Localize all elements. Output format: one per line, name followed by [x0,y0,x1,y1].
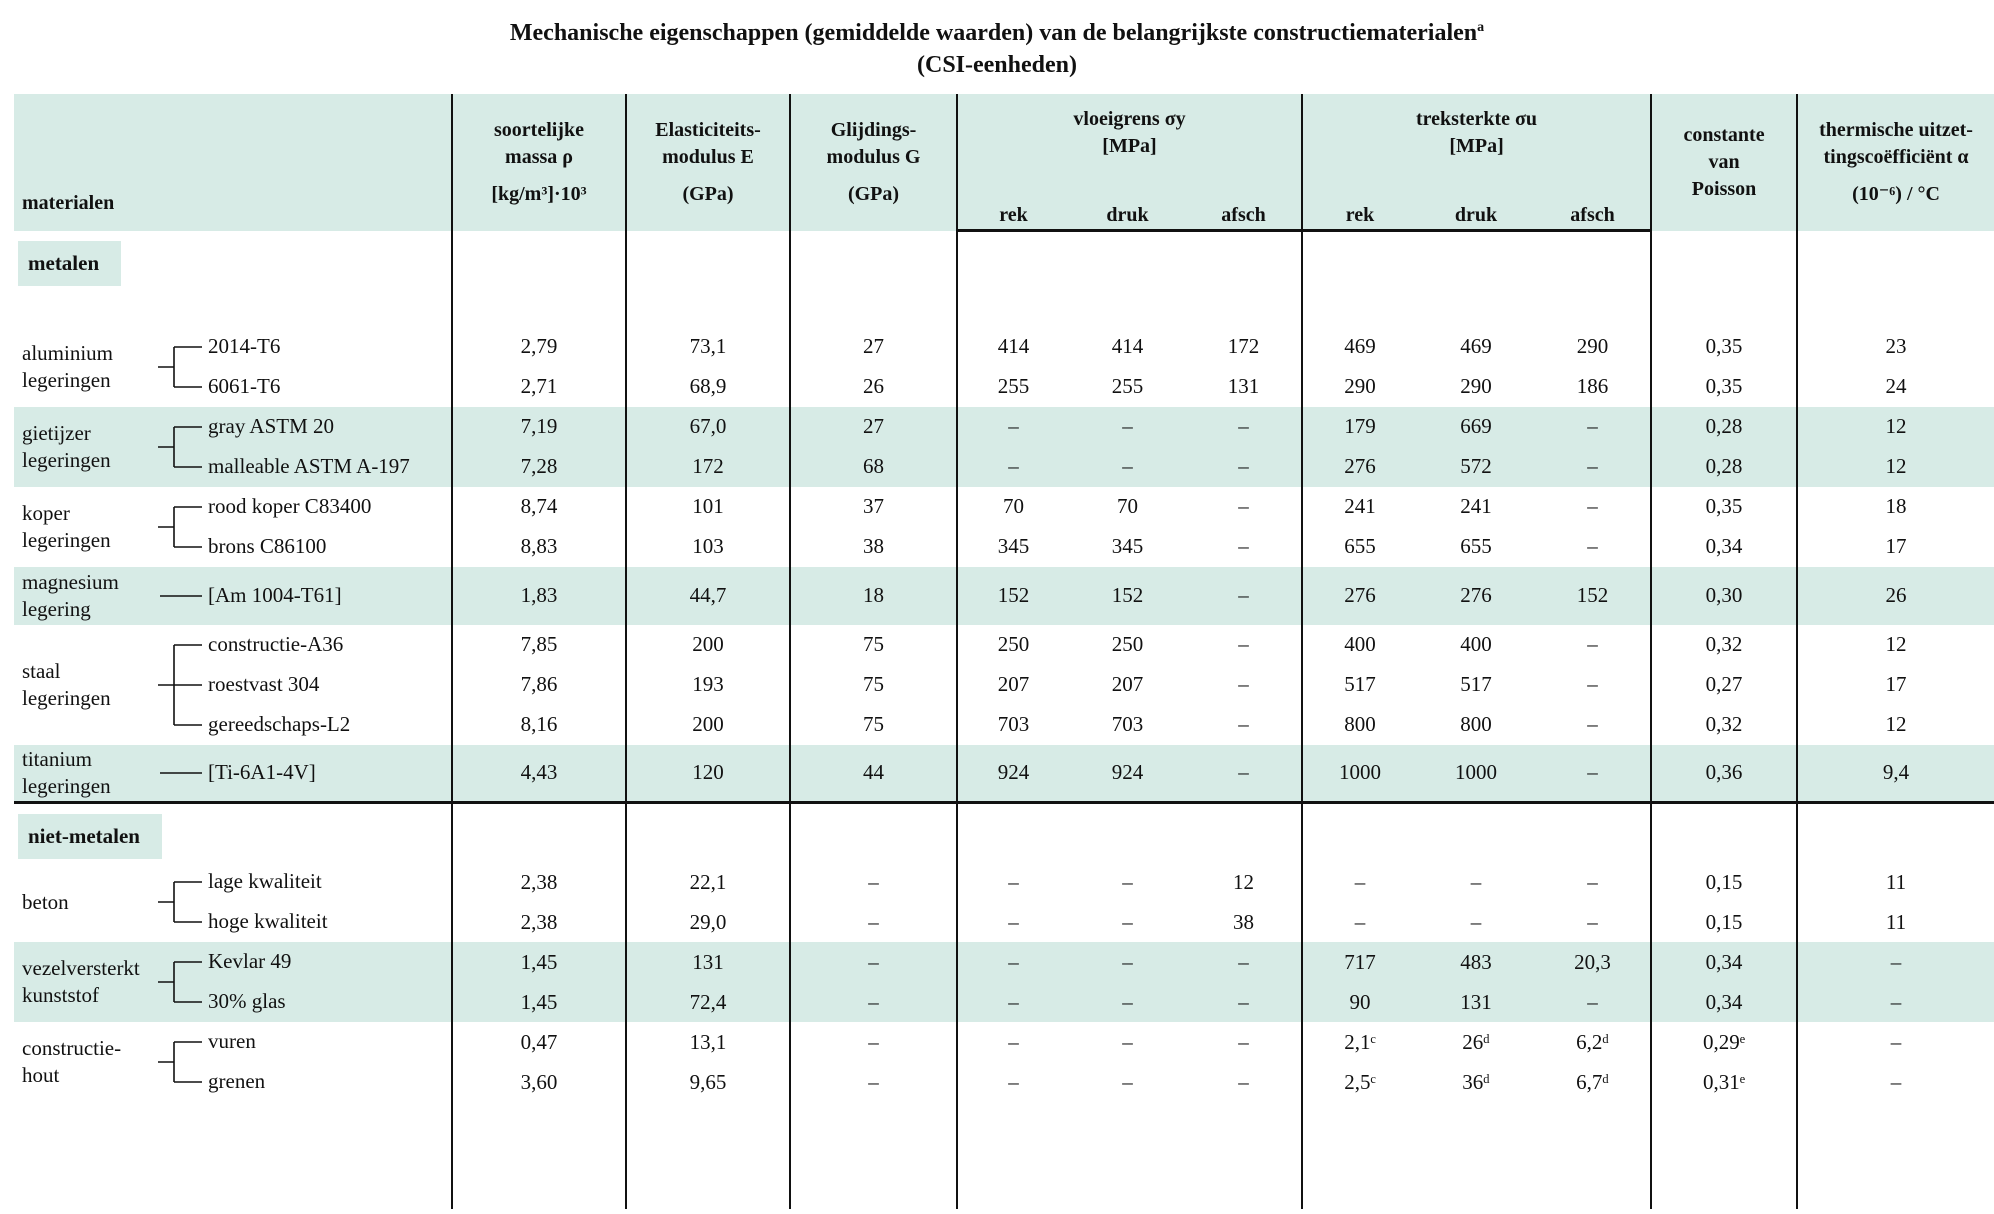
cell-yield-druk: – [1122,1069,1133,1094]
title-line-2: (CSI-eenheden) [917,52,1077,78]
cell-shear-modulus: – [790,982,957,1022]
header-ultimate-afsch: afsch [1535,202,1651,231]
cell-ultimate-afsch: – [1587,632,1598,656]
cell-thermal: 18 [1797,487,1994,527]
cell-yield-afsch: – [1238,534,1249,558]
cell-yield-rek: 703 [957,705,1069,745]
cell-elastic-modulus: 68,9 [626,367,790,407]
cell-ultimate-rek: 400 [1302,625,1417,665]
bracket-connector [150,487,210,567]
cell-ultimate-druk: – [1470,869,1482,894]
title-footnote-mark: a [1477,20,1485,35]
material-name: constructie-A36 [208,631,344,656]
material-name: rood koper C83400 [208,493,372,518]
cell-ultimate-afsch: 6,2ᵈ [1576,1029,1609,1054]
cell-shear-modulus: – [790,1022,957,1062]
cell-yield-afsch: 38 [1233,909,1255,934]
cell-thermal: – [1797,1062,1994,1102]
material-group [14,1022,452,1102]
cell-yield-druk: 703 [1111,712,1144,736]
bracket-connector [150,327,210,407]
cell-elastic-modulus: 120 [626,745,790,803]
table-row [14,567,1994,625]
cell-yield-rek: 250 [957,625,1069,665]
cell-ultimate-afsch: – [1587,712,1598,736]
cell-thermal: 17 [1797,665,1994,705]
cell-yield-afsch: 12 [1233,869,1255,894]
properties-table [14,94,1994,1209]
header-ultimate-rek: rek [1302,202,1417,231]
cell-thermal: 17 [1797,527,1994,567]
cell-density: 3,60 [452,1062,626,1102]
cell-ultimate-druk: 241 [1460,494,1492,518]
cell-poisson: 0,34 [1651,942,1797,982]
cell-ultimate-rek: 90 [1302,982,1417,1022]
cell-shear-modulus: 75 [790,625,957,665]
material-group [14,487,452,567]
cell-ultimate-afsch: 6,7ᵈ [1576,1069,1609,1094]
cell-thermal: 23 [1797,327,1994,367]
cell-density: 7,86 [452,665,626,705]
cell-yield-afsch: – [1186,447,1302,487]
cell-ultimate-afsch: 152 [1535,567,1651,625]
cell-ultimate-druk: 131 [1417,982,1535,1022]
cell-ultimate-druk: 36ᵈ [1462,1069,1490,1094]
cell-yield-druk: 924 [1069,745,1186,803]
cell-yield-rek: 924 [957,745,1069,803]
table-row [14,1022,1994,1062]
cell-elastic-modulus: 9,65 [626,1062,790,1102]
header-thermal-expansion: thermische uitzet- tingscoëfficiënt α (10⁻⁶) / °C [1797,94,1994,231]
cell-thermal: 11 [1797,902,1994,942]
cell-density: 4,43 [452,745,626,803]
cell-elastic-modulus: 73,1 [626,327,790,367]
cell-thermal: 11 [1797,862,1994,902]
cell-shear-modulus: 44 [790,745,957,803]
cell-yield-rek: – [957,1062,1069,1102]
cell-yield-druk: 250 [1111,632,1144,656]
cell-yield-afsch: – [1186,745,1302,803]
cell-yield-druk: – [1069,447,1186,487]
cell-poisson: 0,32 [1651,625,1797,665]
material-group [14,862,452,942]
header-yield-druk: druk [1069,202,1186,231]
material-group-name: koper legeringen [22,500,111,552]
cell-shear-modulus: 75 [790,665,957,705]
cell-elastic-modulus: 193 [626,665,790,705]
section-label: niet-metalen [18,814,162,859]
cell-density: 8,16 [452,705,626,745]
cell-shear-modulus: 27 [790,407,957,447]
cell-elastic-modulus: 103 [626,527,790,567]
cell-yield-afsch: – [1238,672,1249,696]
cell-yield-druk: – [1122,909,1133,934]
header-density: soortelijke massa ρ [kg/m³]·10³ [452,94,626,231]
cell-density: 8,83 [452,527,626,567]
cell-shear-modulus: 38 [790,527,957,567]
material-name: roestvast 304 [208,671,320,696]
material-group [14,942,452,1022]
cell-yield-afsch: – [1238,494,1249,518]
cell-yield-druk: 152 [1069,567,1186,625]
material-group-name: vezelversterkt kunststof [22,956,140,1007]
cell-ultimate-druk: 655 [1460,534,1492,558]
material-group-name: beton [22,889,69,914]
cell-ultimate-afsch: – [1587,869,1598,894]
cell-ultimate-afsch: 20,3 [1535,942,1651,982]
cell-ultimate-druk: 469 [1460,334,1492,358]
header-ultimate-druk: druk [1417,202,1535,231]
cell-shear-modulus: – [790,862,957,902]
material-group [14,745,452,803]
cell-yield-rek: 414 [957,327,1069,367]
header-row-top [14,94,1994,202]
cell-poisson: 0,35 [1651,327,1797,367]
cell-density: 7,85 [452,625,626,665]
bracket-connector [150,862,210,942]
cell-ultimate-afsch: 186 [1576,374,1609,398]
cell-poisson: 0,15 [1651,902,1797,942]
cell-yield-afsch: – [1186,407,1302,447]
cell-elastic-modulus: 29,0 [626,902,790,942]
cell-elastic-modulus: 200 [626,625,790,665]
cell-elastic-modulus: 44,7 [626,567,790,625]
cell-yield-druk: – [1122,869,1133,894]
table-row [14,625,1994,665]
cell-poisson: 0,32 [1651,705,1797,745]
cell-ultimate-rek: 800 [1302,705,1417,745]
cell-yield-rek: 70 [957,487,1069,527]
cell-thermal: – [1797,982,1994,1022]
cell-yield-druk: 345 [1111,534,1144,558]
cell-yield-afsch: – [1186,942,1302,982]
cell-density: 1,45 [452,942,626,982]
cell-ultimate-druk: 1000 [1417,745,1535,803]
cell-poisson: 0,31ᵉ [1651,1062,1797,1102]
table-row [14,407,1994,447]
cell-shear-modulus: 37 [790,487,957,527]
filler-row [14,1102,1994,1209]
cell-ultimate-druk: 517 [1460,672,1492,696]
cell-yield-rek: – [957,862,1069,902]
cell-yield-druk: 207 [1111,672,1144,696]
material-group-name: magnesium legering [22,569,119,621]
material-group [14,407,452,487]
cell-poisson: 0,30 [1651,567,1797,625]
cell-density: 2,79 [452,327,626,367]
title-line-1: Mechanische eigenschappen (gemiddelde waarden) van de belangrijkste constructiematerialen [509,20,1478,46]
cell-ultimate-druk: 290 [1460,374,1492,398]
cell-shear-modulus: 68 [790,447,957,487]
cell-ultimate-rek: 517 [1302,665,1417,705]
cell-ultimate-druk: 800 [1460,712,1492,736]
cell-yield-afsch: – [1186,567,1302,625]
cell-yield-afsch: – [1238,1029,1249,1054]
bracket-connector [150,567,210,625]
cell-shear-modulus: 26 [790,367,957,407]
cell-yield-rek: 152 [957,567,1069,625]
cell-ultimate-rek: 241 [1302,487,1417,527]
cell-ultimate-rek: 655 [1302,527,1417,567]
cell-elastic-modulus: 22,1 [626,862,790,902]
cell-yield-afsch: – [1238,1069,1249,1094]
bracket-connector [150,942,210,1022]
cell-poisson: 0,27 [1651,665,1797,705]
material-name: 6061-T6 [208,373,281,398]
section-row [14,802,1994,862]
cell-ultimate-afsch: – [1535,447,1651,487]
cell-elastic-modulus: 72,4 [626,982,790,1022]
table-row [14,862,1994,902]
header-yield-strength: vloeigrens σy [MPa] [957,94,1302,202]
header-materials: materialen [22,191,115,214]
cell-yield-druk: 70 [1117,494,1138,518]
cell-density: 0,47 [452,1022,626,1062]
cell-yield-rek: – [957,982,1069,1022]
cell-yield-afsch: 131 [1227,374,1260,398]
cell-shear-modulus: 27 [790,327,957,367]
material-group-name: aluminium legeringen [22,340,113,392]
cell-shear-modulus: – [790,942,957,982]
header-yield-afsch: afsch [1186,202,1302,231]
cell-density: 2,71 [452,367,626,407]
cell-yield-druk: – [1069,982,1186,1022]
cell-thermal: 12 [1797,407,1994,447]
material-name: lage kwaliteit [208,869,322,893]
cell-elastic-modulus: 172 [626,447,790,487]
cell-thermal: – [1797,942,1994,982]
cell-density: 8,74 [452,487,626,527]
material-name: Kevlar 49 [208,949,292,973]
cell-shear-modulus: 18 [790,567,957,625]
cell-ultimate-druk: 400 [1460,632,1492,656]
header-elastic-modulus: Elasticiteits- modulus E (GPa) [626,94,790,231]
cell-density: 7,19 [452,407,626,447]
header-poisson: constante van Poisson [1651,94,1797,231]
material-name: [Am 1004-T61] [208,582,342,607]
cell-ultimate-druk: 276 [1417,567,1535,625]
material-name: grenen [208,1069,266,1093]
cell-ultimate-rek: 179 [1302,407,1417,447]
cell-ultimate-rek: – [1302,862,1417,902]
cell-yield-druk: – [1122,1029,1133,1054]
cell-ultimate-rek: 2,1ᶜ [1302,1022,1417,1062]
material-name: malleable ASTM A-197 [208,453,410,478]
cell-ultimate-rek: 469 [1302,327,1417,367]
material-name: vuren [208,1029,256,1053]
cell-thermal: 12 [1797,447,1994,487]
cell-ultimate-druk: 669 [1417,407,1535,447]
cell-shear-modulus: – [790,1062,957,1102]
cell-ultimate-afsch: 290 [1576,334,1609,358]
cell-ultimate-afsch: – [1535,982,1651,1022]
cell-poisson: 0,28 [1651,447,1797,487]
cell-ultimate-afsch: – [1587,534,1598,558]
material-name: 2014-T6 [208,333,281,358]
material-name: 30% glas [208,989,286,1013]
cell-shear-modulus: – [790,902,957,942]
cell-poisson: 0,35 [1651,367,1797,407]
cell-yield-rek: – [957,447,1069,487]
cell-poisson: 0,15 [1651,862,1797,902]
cell-ultimate-druk: 483 [1417,942,1535,982]
header-yield-rek: rek [957,202,1069,231]
material-group-name: constructie- hout [22,1036,122,1087]
cell-poisson: 0,35 [1651,487,1797,527]
cell-elastic-modulus: 67,0 [626,407,790,447]
cell-thermal: 12 [1797,705,1994,745]
cell-ultimate-druk: 26ᵈ [1462,1029,1490,1054]
cell-yield-afsch: 172 [1227,334,1260,358]
table-row [14,487,1994,527]
cell-poisson: 0,29ᵉ [1651,1022,1797,1062]
cell-yield-afsch: – [1186,982,1302,1022]
cell-yield-rek: 207 [957,665,1069,705]
cell-density: 1,83 [452,567,626,625]
cell-yield-rek: – [957,407,1069,447]
cell-elastic-modulus: 101 [626,487,790,527]
cell-ultimate-afsch: – [1587,494,1598,518]
material-name: [Ti-6A1-4V] [208,759,316,784]
cell-yield-rek: – [957,902,1069,942]
cell-ultimate-rek: 2,5ᶜ [1302,1062,1417,1102]
cell-density: 2,38 [452,902,626,942]
bracket-connector [150,745,210,801]
cell-ultimate-rek: 717 [1302,942,1417,982]
header-shear-modulus: Glijdings- modulus G (GPa) [790,94,957,231]
cell-ultimate-rek: 1000 [1302,745,1417,803]
cell-thermal: – [1797,1022,1994,1062]
cell-ultimate-afsch: – [1535,745,1651,803]
cell-elastic-modulus: 13,1 [626,1022,790,1062]
material-name: hoge kwaliteit [208,909,328,933]
cell-elastic-modulus: 131 [626,942,790,982]
cell-ultimate-rek: 276 [1302,567,1417,625]
cell-shear-modulus: 75 [790,705,957,745]
material-name: brons C86100 [208,533,327,558]
cell-density: 2,38 [452,862,626,902]
bracket-connector [150,1022,210,1102]
cell-thermal: 9,4 [1797,745,1994,803]
table-row [14,942,1994,982]
cell-poisson: 0,34 [1651,527,1797,567]
cell-ultimate-druk: 572 [1417,447,1535,487]
material-group-name: gietijzer legeringen [22,420,111,472]
material-name: gereedschaps-L2 [208,711,351,736]
material-group-name: titanium legeringen [22,746,111,798]
cell-yield-afsch: – [1238,712,1249,736]
material-name: gray ASTM 20 [208,413,334,438]
bracket-connector [150,407,210,487]
cell-yield-druk: – [1069,407,1186,447]
bracket-connector [150,625,210,745]
material-group [14,567,452,625]
cell-thermal: 26 [1797,567,1994,625]
header-ultimate-strength: treksterkte σu [MPa] [1302,94,1651,202]
table-row [14,745,1994,803]
cell-yield-druk: 255 [1111,374,1144,398]
cell-yield-afsch: – [1238,632,1249,656]
cell-yield-rek: – [957,942,1069,982]
cell-density: 1,45 [452,982,626,1022]
cell-density: 7,28 [452,447,626,487]
cell-yield-druk: 414 [1111,334,1144,358]
cell-yield-rek: 345 [957,527,1069,567]
cell-ultimate-druk: – [1470,909,1482,934]
table-row [14,327,1994,367]
section-row [14,231,1994,327]
material-group [14,327,452,407]
cell-yield-druk: – [1069,942,1186,982]
table-title [0,12,1994,81]
cell-yield-rek: – [957,1022,1069,1062]
material-group [14,625,452,745]
cell-ultimate-rek: 290 [1302,367,1417,407]
cell-poisson: 0,28 [1651,407,1797,447]
cell-ultimate-afsch: – [1587,909,1598,934]
cell-thermal: 12 [1797,625,1994,665]
cell-ultimate-rek: – [1302,902,1417,942]
cell-poisson: 0,34 [1651,982,1797,1022]
cell-ultimate-afsch: – [1587,672,1598,696]
cell-elastic-modulus: 200 [626,705,790,745]
cell-poisson: 0,36 [1651,745,1797,803]
cell-yield-rek: 255 [957,367,1069,407]
cell-ultimate-rek: 276 [1302,447,1417,487]
section-label: metalen [18,241,121,286]
cell-thermal: 24 [1797,367,1994,407]
material-group-name: staal legeringen [22,658,111,710]
cell-ultimate-afsch: – [1535,407,1651,447]
